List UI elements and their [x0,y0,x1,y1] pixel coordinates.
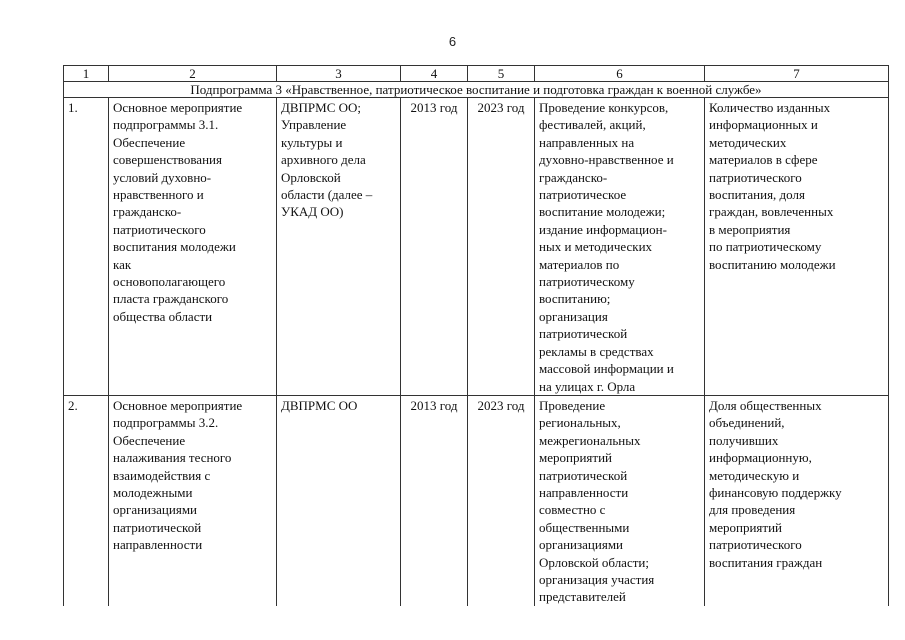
row-number: 1. [64,98,109,396]
page-number: 6 [448,34,457,49]
header-cell: 3 [277,66,401,82]
header-cell: 7 [705,66,889,82]
header-cell: 1 [64,66,109,82]
table-header-row [64,66,889,82]
table-row [64,98,889,396]
header-cell: 5 [468,66,535,82]
table-row [64,395,889,605]
header-cell: 6 [535,66,705,82]
indicators-cell: Доля общественных объединений, получивших информационную, методическую и финансовую поддержку для проведения мероприятий патриотического воспитания граждан [705,395,889,605]
executor-cell: ДВПРМС ОО; Управление культуры и архивного дела Орловской области (далее – УКАД ОО) [277,98,401,396]
start-year-cell: 2013 год [401,395,468,605]
end-year-cell: 2023 год [468,98,535,396]
activities-cell: Проведение региональных, межрегиональных мероприятий патриотической направленности совместно с общественными организациями Орловской области; организация участия представителей [535,395,705,605]
subprogram-row [64,82,889,98]
row-number: 2. [64,395,109,605]
header-cell: 2 [109,66,277,82]
measure-cell: Основное мероприятие подпрограммы 3.1. Обеспечение совершенствования условий духовно- нравственного и гражданско- патриотического воспитания молодежи как основополагающего пласта гражданского общества области [109,98,277,396]
subprogram-title: Подпрограмма 3 «Нравственное, патриотическое воспитание и подготовка граждан к военной службе» [64,82,889,98]
executor-cell: ДВПРМС ОО [277,395,401,605]
header-cell: 4 [401,66,468,82]
end-year-cell: 2023 год [468,395,535,605]
start-year-cell: 2013 год [401,98,468,396]
indicators-cell: Количество изданных информационных и методических материалов в сфере патриотического воспитания, доля граждан, вовлеченных в мероприятия по патриотическому воспитанию молодежи [705,98,889,396]
program-table [63,65,889,606]
activities-cell: Проведение конкурсов, фестивалей, акций, направленных на духовно-нравственное и гражданско- патриотическое воспитание молодежи; издание информацион- ных и методических материалов по патриотическому воспитанию; организация патриотической рекламы в средствах массовой информации и на улицах г. Орла [535,98,705,396]
measure-cell: Основное мероприятие подпрограммы 3.2. Обеспечение налаживания тесного взаимодействия с молодежными организациями патриотической направленности [109,395,277,605]
